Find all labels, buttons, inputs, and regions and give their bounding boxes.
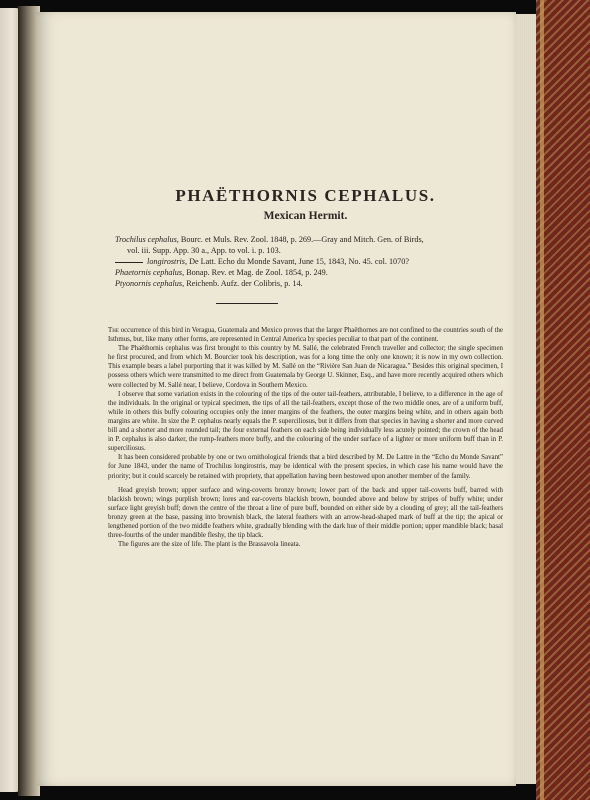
synonym-line [115,256,500,267]
facing-page-edge [0,8,20,792]
paragraph [108,326,503,344]
synonym-line-continued [115,245,500,256]
synonym-reference: De Latt. Echo du Monde Savant, June 15, 1843, No. 45. col. 1070? [189,257,409,266]
species-title: PHAËTHORNIS CEPHALUS. [175,186,436,205]
paragraph: It has been considered probable by one or two ornithological friends that a bird described by M. De Lattre in the “Echo du Monde Savant” for June 1843, under the name of Trochilus longirostris, may be identical with the present species, in which case his name would have the priority; but it could scarcely be retained with propriety, that appellation having been bestowed upon another member of the family. [108,454,503,480]
synonym-name: longirostris, [147,257,188,266]
synonym-name: Phaetornis cephalus, [115,268,185,277]
ditto-dash [115,262,143,263]
common-name: Mexican Hermit. [263,210,348,222]
paragraph-text: occurrence of this bird in Veragua, Guatemala and Mexico proves that the larger Phaëthornes are not confined to the countries south of the Isthmus, but, like many other forms, are represented in Central America by species peculiar to that part of the continent. [108,327,503,344]
description-paragraph: Head greyish brown; upper surface and wing-coverts bronzy brown; lower part of the back and upper tail-coverts buff, barred with blackish brown; wings purplish brown; lores and ear-coverts blackish brown, bounded above and below by stripes of buffy white; under surface light greyish buff; down the centre of the throat a line of pure buff, bounded on either side by a clouding of grey; all the tail-feathers bronzy green at the base, passing into brownish black, the lateral feathers with an arrow-head-shaped mark of buff at the tip; the apical or lengthened portion of the two middle feathers white, gradually blending with the dark hue of their middle portion; upper mandible black; basal three-fourths of the under mandible fleshy, the tip black. [108,486,503,540]
paragraph: The Phaëthornis cephalus was first brought to this country by M. Sallé, the celebrated French traveller and collector; the single specimen he first procured, and from which M. Bourcier took his description, was for a long time the only one known; it is now in my own collection. This example bears a label purporting that it was killed by M. Sallé on the “Rivière San Juan de Nicaragua.” Besides this original specimen, I possess others which were transmitted to me direct from Guatemala by George U. Skinner, Esq., and have more recently acquired others which were collected by M. Sallé near, I believe, Cordova in Southern Mexico. [108,345,503,389]
page-fore-edge [516,14,536,784]
synonym-line [115,267,500,278]
synonym-line [115,278,500,289]
paragraph-lead: The [108,327,119,334]
paragraph: I observe that some variation exists in the colouring of the tips of the outer tail-feathers, attributable, I believe, to a difference in the age of the individuals. In the original or typical specimen, the tips of all the tail-feathers, except those of the two middle ones, are of a uniform buff, while in others this buffy colouring occupies only the inner margins of the feathers, the outer margins being white, and in others again both margins are white. In size the P. cephalus nearly equals the P. superciliosus, but it differs from that species in having a shorter and more curved bill and a shorter and more rounded tail; the four external feathers on each side being individually less acutely pointed; the crown of the head in P. cephalus is also darker, the rump-feathers more buffy, and the colouring of the under surface of a lighter or more uniform buff than in P. superciliosus. [108,390,503,453]
synonym-name: Trochilus cephalus, [115,235,179,244]
marbled-binding [536,0,590,800]
section-rule [216,303,278,304]
body-text [108,326,503,549]
synonym-reference: Reichenb. Aufz. der Colibris, p. 14. [186,279,303,288]
synonym-reference: Bourc. et Muls. Rev. Zool. 1848, p. 269.—Gray and Mitch. Gen. of Birds, [180,235,424,244]
synonym-reference: vol. iii. Supp. App. 30 a., App. to vol. i. p. 103. [127,246,281,255]
synonym-reference: Bonap. Rev. et Mag. de Zool. 1854, p. 249. [186,268,328,277]
synonymy-block [115,234,500,289]
paragraph: The figures are the size of life. The plant is the Brassavola lineata. [118,541,301,549]
binding-gilt-stripe [540,0,544,800]
synonym-name: Ptyonornis cephalus, [115,279,185,288]
synonym-line [115,234,500,245]
